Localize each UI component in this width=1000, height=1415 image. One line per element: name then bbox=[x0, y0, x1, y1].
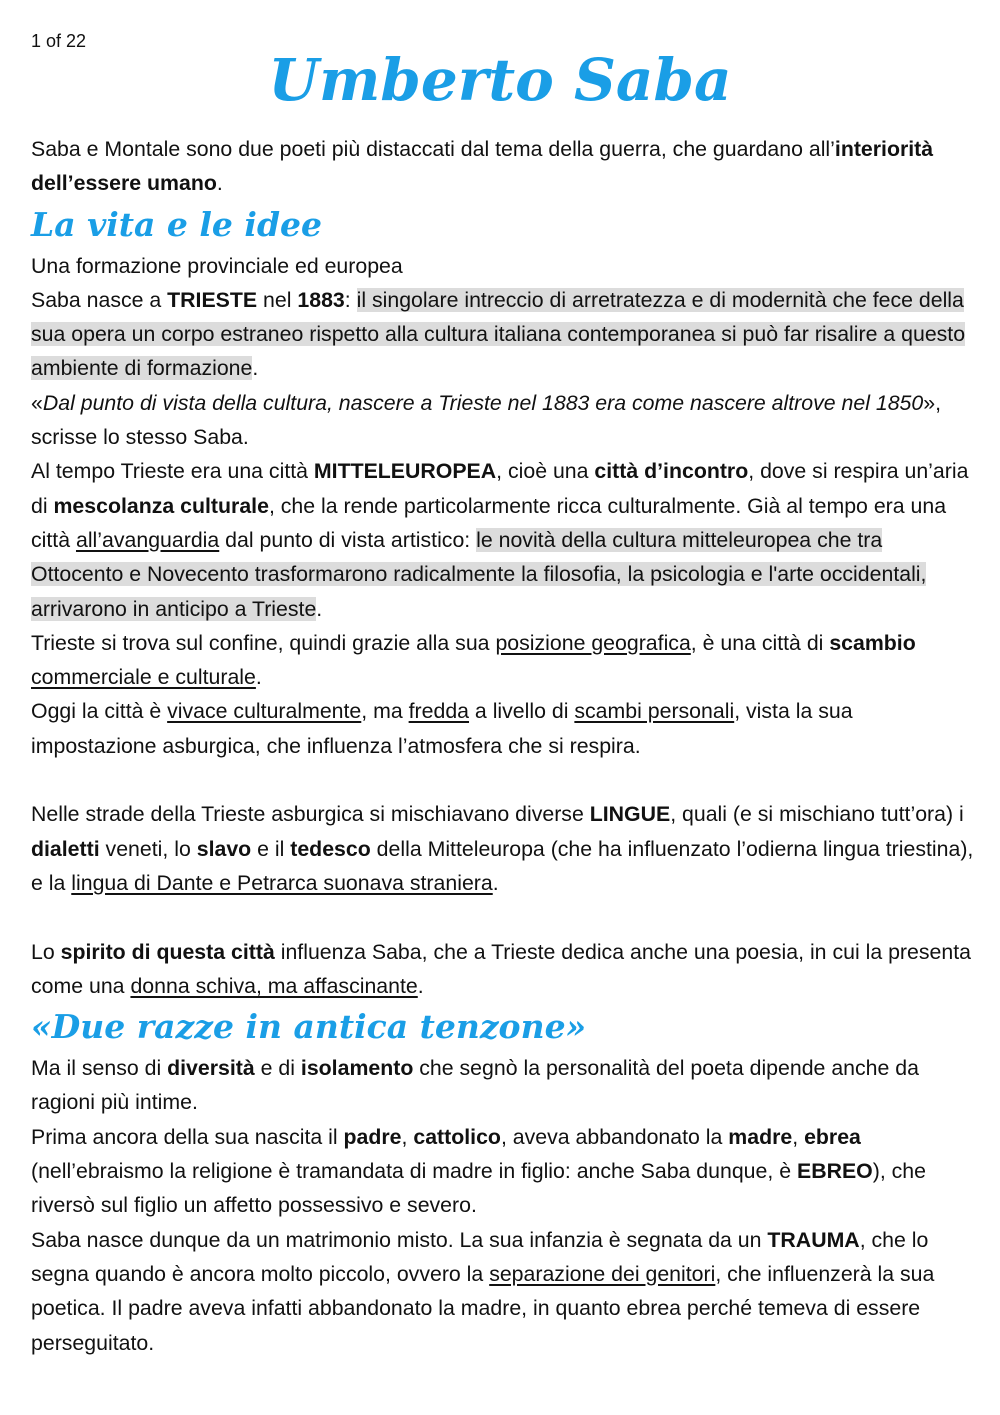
text-run: . bbox=[216, 171, 223, 196]
underlined-text: all’avanguardia bbox=[75, 527, 220, 552]
text-run: ), che riversò sul figlio un affetto possessivo e severo. bbox=[31, 1159, 926, 1218]
paragraph-trauma bbox=[31, 1223, 976, 1360]
text-run: nel bbox=[257, 287, 298, 312]
text-run: , dove si respira un’aria di bbox=[31, 459, 969, 518]
underlined-text: scambi personali bbox=[574, 699, 735, 724]
underlined-text: posizione geografica bbox=[495, 630, 691, 655]
paragraph-geography bbox=[31, 626, 976, 695]
text-run: , cioè una bbox=[496, 459, 595, 484]
text-run: . bbox=[255, 665, 262, 690]
italic-quote: Dal punto di vista della cultura, nascere a Trieste nel 1883 era come nascere altrove nel 1850 bbox=[42, 390, 924, 415]
paragraph-languages bbox=[31, 797, 976, 900]
text-run: , bbox=[792, 1124, 805, 1149]
text-run: Lo bbox=[31, 939, 61, 964]
text-run: Saba nasce a bbox=[31, 287, 168, 312]
text-run: (nell’ebraismo la religione è tramandata di madre in figlio: anche Saba dunque, è bbox=[31, 1159, 797, 1184]
bold-text: TRIESTE bbox=[167, 287, 258, 312]
intro-paragraph bbox=[31, 132, 976, 201]
bold-text: EBREO bbox=[796, 1159, 873, 1184]
section-heading-life-ideas: La vita e le idee bbox=[31, 204, 323, 244]
bold-text: dialetti bbox=[31, 836, 100, 861]
highlighted-text: le novità della cultura mitteleuropea che tra Ottocento e Novecento trasformarono radicalmente la filosofia, la psicologia e l'arte occidentali, arrivarono in anticipo a Trieste bbox=[31, 527, 927, 621]
text-run: Nelle strade della Trieste asburgica si mischiavano diverse bbox=[31, 802, 590, 827]
text-run: Saba e Montale sono due poeti più distaccati dal tema della guerra, che guardano all’ bbox=[31, 137, 835, 161]
section-heading-two-races: «Due razze in antica tenzone» bbox=[31, 1007, 587, 1047]
text-run: Prima ancora della sua nascita il bbox=[31, 1124, 344, 1149]
bold-text: 1883 bbox=[297, 287, 345, 312]
paragraph-quote bbox=[31, 386, 976, 455]
bold-text: spirito di questa città bbox=[60, 939, 275, 964]
bold-text: ebrea bbox=[804, 1124, 861, 1149]
text-run: Ma il senso di bbox=[31, 1056, 168, 1081]
bold-text: città d’incontro bbox=[594, 459, 749, 484]
section-subtitle: Una formazione provinciale ed europea bbox=[31, 253, 403, 278]
text-run: Oggi la città è bbox=[31, 699, 168, 724]
underlined-text: lingua di Dante e Petrarca suonava straniera bbox=[71, 870, 493, 895]
bold-text: interiorità dell’essere umano bbox=[31, 137, 934, 196]
text-run: , che lo segna quando è ancora molto piccolo, ovvero la bbox=[31, 1227, 929, 1286]
text-run: influenza Saba, che a Trieste dedica anche una poesia, in cui la presenta come una bbox=[31, 939, 971, 998]
text-run: : bbox=[344, 287, 357, 312]
text-run: , è una città di bbox=[690, 630, 830, 655]
bold-text: slavo bbox=[196, 836, 252, 861]
text-run: a livello di bbox=[469, 699, 575, 724]
text-run: , che influenzerà la sua poetica. Il padre aveva infatti abbandonato la madre, in quanto ebrea perché temeva di essere perseguitato. bbox=[31, 1261, 935, 1355]
bold-text: padre bbox=[343, 1124, 402, 1149]
text-run: , aveva abbandonato la bbox=[500, 1124, 729, 1149]
paragraph-parents bbox=[31, 1120, 976, 1223]
underlined-text: vivace culturalmente bbox=[167, 699, 362, 724]
bold-text: LINGUE bbox=[589, 802, 671, 827]
paragraph-city-spirit bbox=[31, 935, 976, 1004]
underlined-text: separazione dei genitori bbox=[489, 1261, 716, 1286]
text-run: che segnò la personalità del poeta dipende anche da ragioni più intime. bbox=[31, 1056, 919, 1115]
bold-text: madre bbox=[728, 1124, 793, 1149]
bold-text: isolamento bbox=[300, 1056, 414, 1081]
text-run: , che la rende particolarmente ricca culturalmente. Già al tempo era una città bbox=[31, 493, 947, 552]
bold-text: MITTELEUROPEA bbox=[313, 459, 497, 484]
underlined-text: fredda bbox=[408, 699, 470, 724]
text-run: veneti, lo bbox=[99, 836, 197, 861]
text-run: . bbox=[417, 973, 424, 998]
bold-text: scambio bbox=[829, 630, 916, 655]
text-run: . bbox=[492, 870, 499, 895]
bold-text: tedesco bbox=[290, 836, 371, 861]
text-run: della Mitteleuropa (che ha influenzato l’odierna lingua triestina), e la bbox=[31, 836, 974, 895]
underlined-text: commerciale e culturale bbox=[31, 665, 256, 690]
text-run: . bbox=[316, 596, 323, 621]
text-run: « bbox=[31, 390, 43, 415]
bold-text: TRAUMA bbox=[767, 1227, 860, 1252]
underlined-text: donna schiva, ma affascinante bbox=[130, 973, 418, 998]
text-run: e di bbox=[254, 1056, 301, 1081]
bold-text: mescolanza culturale bbox=[53, 493, 269, 518]
paragraph-diversity bbox=[31, 1051, 976, 1120]
bold-text: cattolico bbox=[413, 1124, 501, 1149]
page-title: Umberto Saba bbox=[268, 46, 732, 114]
text-run: Saba nasce dunque da un matrimonio misto. La sua infanzia è segnata da un bbox=[31, 1227, 768, 1252]
document-body bbox=[31, 132, 976, 1360]
text-run: Al tempo Trieste era una città bbox=[31, 459, 314, 484]
text-run: , bbox=[401, 1124, 414, 1149]
paragraph-mitteleuropa bbox=[31, 454, 976, 625]
text-run: Trieste si trova sul confine, quindi grazie alla sua bbox=[31, 630, 496, 655]
paragraph-birth bbox=[31, 283, 976, 386]
highlighted-text: il singolare intreccio di arretratezza e di modernità che fece della sua opera un corpo estraneo rispetto alla cultura italiana contemporanea si può far risalire a questo ambiente di formazione bbox=[31, 287, 966, 381]
text-run: , ma bbox=[361, 699, 409, 724]
paragraph-today bbox=[31, 694, 976, 763]
text-run: », scrisse lo stesso Saba. bbox=[31, 390, 942, 450]
text-run: e il bbox=[251, 836, 291, 861]
bold-text: diversità bbox=[167, 1056, 255, 1081]
blank-line bbox=[31, 900, 976, 934]
text-run: , vista la sua impostazione asburgica, che influenza l’atmosfera che si respira. bbox=[31, 699, 853, 758]
blank-line bbox=[31, 763, 976, 797]
page-number: 1 of 22 bbox=[31, 31, 87, 51]
text-run: . bbox=[252, 356, 259, 381]
text-run: dal punto di vista artistico: bbox=[219, 527, 477, 552]
text-run: , quali (e si mischiano tutt’ora) i bbox=[670, 802, 964, 827]
